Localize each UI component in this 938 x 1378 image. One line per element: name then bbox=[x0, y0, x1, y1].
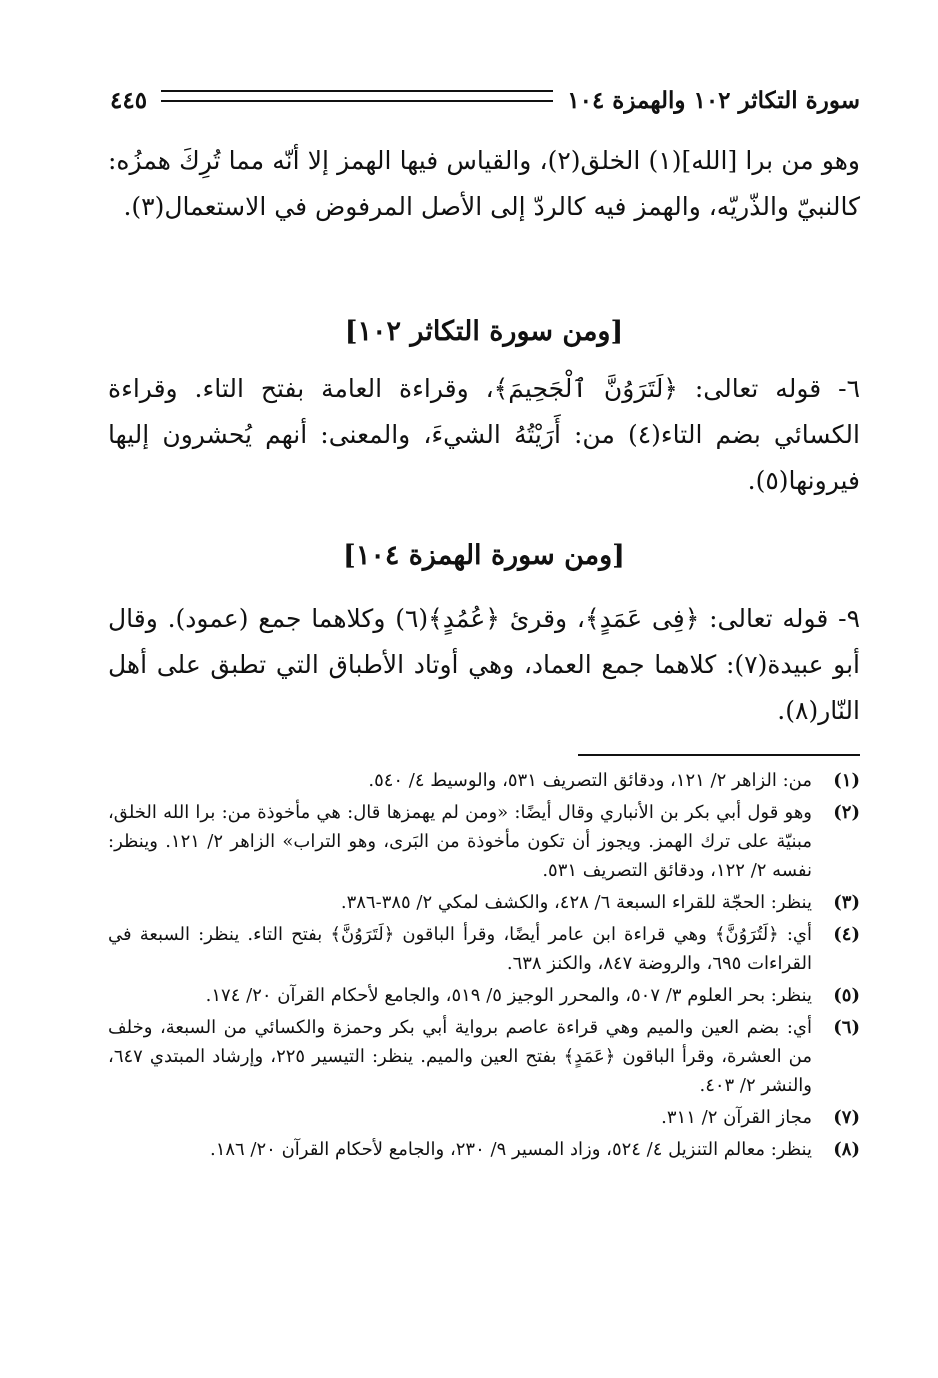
footnote-text: ينظر: معالم التنزيل ٤/ ٥٢٤، وزاد المسير ٩/ ٢٣٠، والجامع لأحكام القرآن ٢٠/ ١٨٦. bbox=[209, 1139, 812, 1160]
footnote-separator bbox=[578, 754, 860, 756]
footnote-text: ينظر: بحر العلوم ٣/ ٥٠٧، والمحرر الوجيز ٥/ ٥١٩، والجامع لأحكام القرآن ٢٠/ ١٧٤. bbox=[205, 985, 812, 1006]
footnote-number: (٨) bbox=[833, 1139, 860, 1160]
footnote-number: (٢) bbox=[833, 802, 860, 823]
paragraph-3: ٩- قوله تعالى: ﴿فِى عَمَدٍ﴾، وقرئ ﴿عُمُدٍ﴾(٦) وكلاهما جمع (عمود). وقال أبو عبيدة(٧): كلاهما جمع العماد، وهي أوتاد الأطباق التي تطبق على أهل النّار(٨). bbox=[108, 604, 860, 725]
footnote-text: مجاز القرآن ٢/ ٣١١. bbox=[661, 1107, 812, 1128]
page-number: ٤٤٥ bbox=[110, 86, 148, 114]
paragraph-2: ٦- قوله تعالى: ﴿لَتَرَوُنَّ ٱلْجَحِيمَ﴾، وقراءة العامة بفتح التاء. وقراءة الكسائي بضم التاء(٤) من: أَرَيْتُهُ الشيءَ، والمعنى: أنهم يُحشرون إليها فيرونها(٥). bbox=[108, 374, 860, 495]
footnote-number: (٥) bbox=[833, 985, 860, 1006]
footnote-number: (٦) bbox=[833, 1017, 860, 1038]
footnote bbox=[108, 888, 860, 917]
running-header bbox=[110, 82, 860, 118]
paragraph-1: وهو من برا [الله](١) الخلق(٢)، والقياس فيها الهمز إلا أنّه مما تُرِكَ همزُه: كالنبيّ والذّريّه، والهمز فيه كالردّ إلى الأصل المرفوض في الاستعمال(٣). bbox=[108, 146, 861, 221]
footnote bbox=[108, 798, 860, 885]
footnote bbox=[108, 981, 860, 1010]
footnote-text: وهو قول أبي بكر بن الأنباري وقال أيضًا: «ومن لم يهمزها قال: هي مأخوذة من: برا الله الخلق، مبنيّة على ترك الهمز. ويجوز أن تكون مأخوذة من البَرى، وهو التراب» الزاهر ٢/ ١٢١. وينظر: نفسه ٢/ ١٢٢، ودقائق التصريف ٥٣١. bbox=[108, 802, 813, 881]
footnotes bbox=[108, 766, 860, 1167]
footnote bbox=[108, 1013, 860, 1100]
section-title-humaza: [ومن سورة الهمزة ١٠٤] bbox=[343, 540, 625, 571]
footnote-text: من: الزاهر ٢/ ١٢١، ودقائق التصريف ٥٣١، والوسيط ٤/ ٥٤٠. bbox=[368, 770, 812, 791]
footnote bbox=[108, 920, 860, 978]
footnote bbox=[108, 1103, 860, 1132]
footnote-text: أي: ﴿لَتُرَوُنَّ﴾ وهي قراءة ابن عامر أيضًا، وقرأ الباقون ﴿لَتَرَوُنَّ﴾ بفتح التاء. ينظر: السبعة في القراءات ٦٩٥، والروضة ٨٤٧، والكنز ٦٣٨. bbox=[108, 924, 812, 974]
footnote bbox=[108, 1135, 860, 1164]
section-title-takathur: [ومن سورة التكاثر ١٠٢] bbox=[344, 316, 624, 347]
header-rule bbox=[161, 90, 553, 102]
footnote-number: (٧) bbox=[833, 1107, 860, 1128]
footnote-number: (١) bbox=[833, 770, 860, 791]
footnote-text: ينظر: الحجّة للقراء السبعة ٦/ ٤٢٨، والكشف لمكي ٢/ ٣٨٥-٣٨٦. bbox=[340, 892, 812, 913]
footnote-number: (٣) bbox=[833, 892, 860, 913]
header-title: سورة التكاثر ١٠٢ والهمزة ١٠٤ bbox=[567, 86, 860, 114]
footnote-number: (٤) bbox=[833, 924, 860, 945]
footnote bbox=[108, 766, 860, 795]
footnote-text: أي: بضم العين والميم وهي قراءة عاصم برواية أبي بكر وحمزة والكسائي من السبعة، وخلف من العشرة، وقرأ الباقون ﴿عَمَدٍ﴾ بفتح العين والميم. ينظر: التيسير ٢٢٥، وإرشاد المبتدي ٦٤٧، والنشر ٢/ ٤٠٣. bbox=[108, 1017, 813, 1096]
